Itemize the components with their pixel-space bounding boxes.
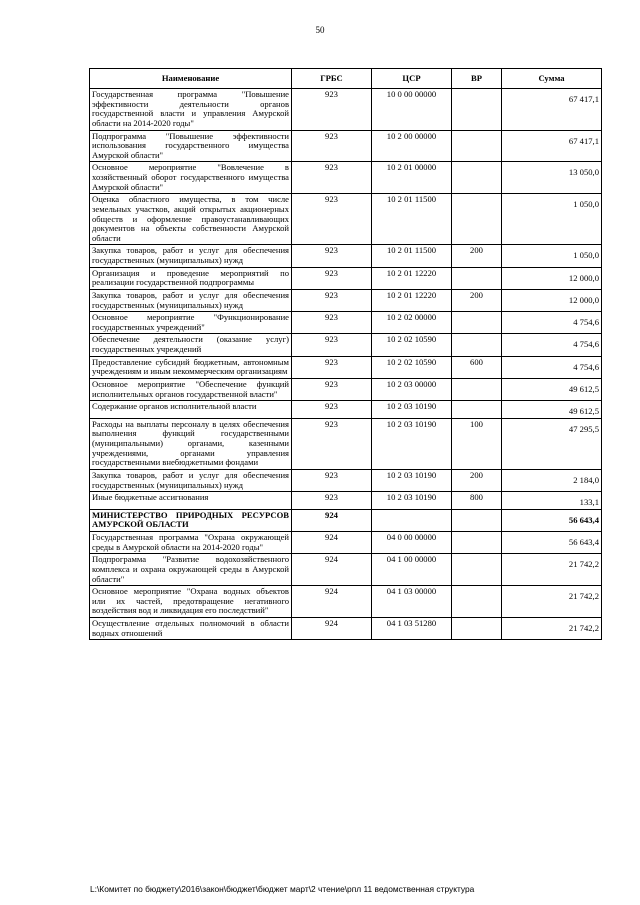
row-sum-cell: 1 050,0 xyxy=(502,245,602,267)
row-csr-cell: 10 2 01 11500 xyxy=(372,245,452,267)
row-sum-cell: 4 754,6 xyxy=(502,334,602,356)
row-csr-cell: 10 2 02 10590 xyxy=(372,356,452,378)
row-name-cell: Закупка товаров, работ и услуг для обеспечения государственных (муниципальных) нужд xyxy=(90,469,292,491)
row-vr-cell: 100 xyxy=(452,418,502,469)
row-name-cell: Обеспечение деятельности (оказание услуг) государственных учреждений xyxy=(90,334,292,356)
row-csr-cell: 10 2 01 12220 xyxy=(372,267,452,289)
row-csr-cell: 10 2 02 10590 xyxy=(372,334,452,356)
row-grbs-cell: 923 xyxy=(292,245,372,267)
table-row xyxy=(90,469,602,491)
table-header-row xyxy=(90,69,602,89)
row-grbs-cell: 923 xyxy=(292,356,372,378)
row-csr-cell: 04 0 00 00000 xyxy=(372,532,452,554)
row-grbs-cell: 923 xyxy=(292,469,372,491)
row-name-cell: Иные бюджетные ассигнования xyxy=(90,492,292,510)
table-row xyxy=(90,532,602,554)
table-row xyxy=(90,618,602,640)
row-csr-cell: 10 2 03 10190 xyxy=(372,418,452,469)
header-name: Наименование xyxy=(90,69,292,89)
row-vr-cell xyxy=(452,334,502,356)
row-grbs-cell: 923 xyxy=(292,267,372,289)
table-row xyxy=(90,509,602,531)
table-row xyxy=(90,554,602,586)
row-csr-cell: 04 1 03 00000 xyxy=(372,586,452,618)
row-name-cell: Основное мероприятие "Обеспечение функций исполнительных органов государственной власти" xyxy=(90,378,292,400)
row-csr-cell: 04 1 03 51280 xyxy=(372,618,452,640)
row-grbs-cell: 924 xyxy=(292,586,372,618)
row-grbs-cell: 923 xyxy=(292,334,372,356)
row-vr-cell: 200 xyxy=(452,289,502,311)
row-vr-cell xyxy=(452,401,502,419)
row-sum-cell: 2 184,0 xyxy=(502,469,602,491)
row-csr-cell: 10 2 03 10190 xyxy=(372,469,452,491)
row-sum-cell: 21 742,2 xyxy=(502,554,602,586)
row-vr-cell xyxy=(452,618,502,640)
row-vr-cell xyxy=(452,130,502,162)
row-csr-cell: 10 2 03 10190 xyxy=(372,492,452,510)
row-name-cell: Расходы на выплаты персоналу в целях обеспечения выполнения функций государственными (муниципальными) органами, казенными учреждениями, органами управления государственными внебюджетными фондами xyxy=(90,418,292,469)
row-vr-cell xyxy=(452,554,502,586)
row-vr-cell xyxy=(452,89,502,131)
row-sum-cell: 67 417,1 xyxy=(502,89,602,131)
table-row xyxy=(90,401,602,419)
row-csr-cell: 10 2 01 12220 xyxy=(372,289,452,311)
row-grbs-cell: 923 xyxy=(292,492,372,510)
row-sum-cell: 21 742,2 xyxy=(502,618,602,640)
row-grbs-cell: 923 xyxy=(292,194,372,245)
row-sum-cell: 4 754,6 xyxy=(502,356,602,378)
row-sum-cell: 21 742,2 xyxy=(502,586,602,618)
table-row xyxy=(90,245,602,267)
row-vr-cell: 600 xyxy=(452,356,502,378)
row-sum-cell: 49 612,5 xyxy=(502,378,602,400)
row-grbs-cell: 924 xyxy=(292,509,372,531)
row-sum-cell: 4 754,6 xyxy=(502,312,602,334)
header-sum: Сумма xyxy=(502,69,602,89)
row-csr-cell: 10 2 01 00000 xyxy=(372,162,452,194)
row-vr-cell: 200 xyxy=(452,469,502,491)
row-sum-cell: 47 295,5 xyxy=(502,418,602,469)
row-sum-cell: 67 417,1 xyxy=(502,130,602,162)
row-sum-cell: 133,1 xyxy=(502,492,602,510)
table-row xyxy=(90,267,602,289)
row-sum-cell: 13 050,0 xyxy=(502,162,602,194)
table-row xyxy=(90,586,602,618)
footer-file-path: L:\Комитет по бюджету\2016\закон\бюджет\бюджет март\2 чтение\рпл 11 ведомственная структура xyxy=(90,884,475,894)
header-csr: ЦСР xyxy=(372,69,452,89)
row-csr-cell: 10 2 02 00000 xyxy=(372,312,452,334)
table-row xyxy=(90,418,602,469)
table-body xyxy=(90,89,602,640)
row-grbs-cell: 923 xyxy=(292,289,372,311)
row-vr-cell xyxy=(452,194,502,245)
table-row xyxy=(90,130,602,162)
table-row xyxy=(90,334,602,356)
table-row xyxy=(90,162,602,194)
row-vr-cell xyxy=(452,586,502,618)
row-grbs-cell: 923 xyxy=(292,89,372,131)
row-name-cell: Организация и проведение мероприятий по реализации государственной подпрограммы xyxy=(90,267,292,289)
row-name-cell: Основное мероприятие "Функционирование государственных учреждений" xyxy=(90,312,292,334)
row-sum-cell: 56 643,4 xyxy=(502,532,602,554)
budget-table xyxy=(89,68,602,640)
row-vr-cell xyxy=(452,509,502,531)
row-csr-cell: 10 2 00 00000 xyxy=(372,130,452,162)
row-csr-cell: 10 2 01 11500 xyxy=(372,194,452,245)
row-name-cell: Закупка товаров, работ и услуг для обеспечения государственных (муниципальных) нужд xyxy=(90,245,292,267)
row-sum-cell: 12 000,0 xyxy=(502,267,602,289)
row-vr-cell xyxy=(452,378,502,400)
table-row xyxy=(90,289,602,311)
row-name-cell: Закупка товаров, работ и услуг для обеспечения государственных (муниципальных) нужд xyxy=(90,289,292,311)
header-vr: ВР xyxy=(452,69,502,89)
row-grbs-cell: 924 xyxy=(292,532,372,554)
table-row xyxy=(90,194,602,245)
table-row xyxy=(90,89,602,131)
row-name-cell: Государственная программа "Повышение эффективности деятельности органов государственной власти и управления Амурской области на 2014-2020 годы" xyxy=(90,89,292,131)
row-csr-cell xyxy=(372,509,452,531)
row-vr-cell xyxy=(452,532,502,554)
table-row xyxy=(90,356,602,378)
row-grbs-cell: 923 xyxy=(292,130,372,162)
row-csr-cell: 10 2 03 10190 xyxy=(372,401,452,419)
row-grbs-cell: 923 xyxy=(292,312,372,334)
row-csr-cell: 10 2 03 00000 xyxy=(372,378,452,400)
row-grbs-cell: 923 xyxy=(292,401,372,419)
row-vr-cell: 800 xyxy=(452,492,502,510)
row-sum-cell: 56 643,4 xyxy=(502,509,602,531)
row-name-cell: Государственная программа "Охрана окружающей среды в Амурской области на 2014-2020 годы" xyxy=(90,532,292,554)
row-csr-cell: 10 0 00 00000 xyxy=(372,89,452,131)
table-row xyxy=(90,312,602,334)
row-sum-cell: 49 612,5 xyxy=(502,401,602,419)
row-grbs-cell: 924 xyxy=(292,618,372,640)
row-name-cell: Оценка областного имущества, в том числе земельных участков, акций открытых акционерных обществ и оформление правоустанавливающих документов на объекты собственности Амурской области xyxy=(90,194,292,245)
row-vr-cell xyxy=(452,267,502,289)
table-row xyxy=(90,378,602,400)
row-name-cell: Предоставление субсидий бюджетным, автономным учреждениям и иным некоммерческим организациям xyxy=(90,356,292,378)
header-grbs: ГРБС xyxy=(292,69,372,89)
row-sum-cell: 12 000,0 xyxy=(502,289,602,311)
row-name-cell: Осуществление отдельных полномочий в области водных отношений xyxy=(90,618,292,640)
row-grbs-cell: 923 xyxy=(292,378,372,400)
row-name-cell: МИНИСТЕРСТВО ПРИРОДНЫХ РЕСУРСОВ АМУРСКОЙ ОБЛАСТИ xyxy=(90,509,292,531)
row-grbs-cell: 923 xyxy=(292,418,372,469)
row-name-cell: Основное мероприятие "Вовлечение в хозяйственный оборот государственного имущества Амурской области" xyxy=(90,162,292,194)
row-name-cell: Подпрограмма "Повышение эффективности использования государственного имущества Амурской области" xyxy=(90,130,292,162)
row-vr-cell: 200 xyxy=(452,245,502,267)
row-grbs-cell: 924 xyxy=(292,554,372,586)
row-vr-cell xyxy=(452,312,502,334)
table-row xyxy=(90,492,602,510)
row-vr-cell xyxy=(452,162,502,194)
row-csr-cell: 04 1 00 00000 xyxy=(372,554,452,586)
row-name-cell: Содержание органов исполнительной власти xyxy=(90,401,292,419)
page-number: 50 xyxy=(315,25,325,35)
row-name-cell: Подпрограмма "Развитие водохозяйственного комплекса и охрана окружающей среды в Амурской области" xyxy=(90,554,292,586)
row-name-cell: Основное мероприятие "Охрана водных объектов или их частей, предотвращение негативного воздействия вод и ликвидация его последствий" xyxy=(90,586,292,618)
row-sum-cell: 1 050,0 xyxy=(502,194,602,245)
row-grbs-cell: 923 xyxy=(292,162,372,194)
